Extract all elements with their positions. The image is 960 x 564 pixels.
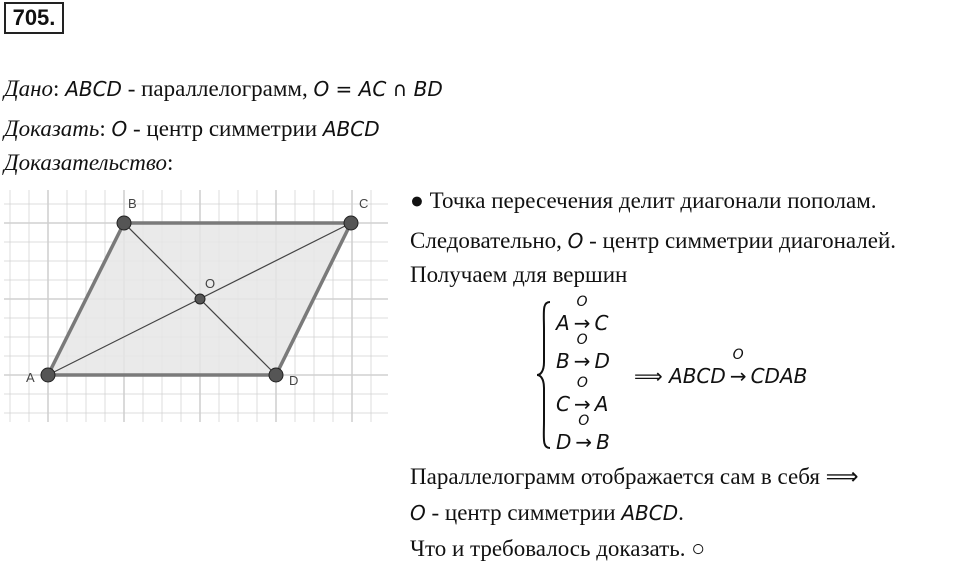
proof-line-1-text: Точка пересечения делит диагонали пополам.: [423, 188, 877, 213]
system-row-1-to: C: [594, 311, 609, 335]
prove-line: [4, 116, 380, 142]
system-row-4-arrow: → O: [575, 413, 593, 454]
proof-line-2-o: O: [567, 229, 584, 253]
given-o-eq: O = AC ∩ BD: [313, 77, 443, 101]
system-row-1-from: A: [556, 311, 570, 335]
point-c: [344, 216, 358, 230]
proof-line-2-a: Следовательно,: [410, 228, 568, 253]
label-o: O: [205, 276, 216, 291]
proof-line-4: Параллелограмм отображается сам в себя ⟹: [410, 464, 859, 489]
system-result: [634, 347, 808, 388]
problem-number: 705.: [4, 2, 64, 34]
proof-line-2: [410, 228, 896, 254]
prove-colon: :: [99, 116, 106, 141]
proof-colon: :: [167, 150, 174, 175]
system-row-3-over: O: [576, 375, 588, 391]
proof-line-5: [410, 500, 684, 526]
proof-label: Доказательство: [4, 150, 168, 175]
bullet: ●: [410, 188, 424, 213]
prove-o: O: [111, 117, 128, 141]
point-b: [117, 216, 131, 230]
given-abcd: ABCD: [65, 77, 122, 101]
given-text: - параллелограмм,: [121, 76, 314, 101]
proof-line-5-abcd: ABCD: [621, 501, 679, 525]
system-row-4-to: B: [596, 430, 610, 454]
proof-line-5-o: O: [410, 501, 426, 525]
implies-sign: ⟹: [634, 364, 663, 388]
system-row-2: [556, 332, 610, 373]
label-d: D: [289, 373, 299, 388]
system-row-1-over: O: [576, 294, 588, 310]
system-brace: [536, 300, 552, 450]
system-row-3-to: A: [594, 392, 609, 416]
parallelogram-figure: [4, 190, 388, 422]
system-row-4: [556, 413, 610, 454]
system-row-1-arrow: → O: [573, 294, 591, 335]
result-over: O: [732, 347, 744, 363]
prove-label: Доказать: [4, 116, 100, 141]
proof-line-6: Что и требовалось доказать. ○: [410, 536, 706, 561]
point-o: [195, 294, 205, 304]
label-c: C: [359, 196, 369, 211]
point-d: [269, 368, 283, 382]
result-arrow: → O: [729, 347, 747, 388]
proof-line-1: [410, 188, 877, 214]
proof-line-5-dot: .: [678, 500, 684, 525]
given-label: Дано: [4, 76, 54, 101]
proof-heading: [4, 150, 173, 176]
proof-line-2-b: - центр симметрии диагоналей.: [583, 228, 897, 253]
proof-line-3: Получаем для вершин: [410, 262, 628, 287]
given-colon: :: [53, 76, 60, 101]
system-row-3-arrow: → O: [573, 375, 591, 416]
point-a: [41, 368, 55, 382]
prove-abcd: ABCD: [322, 117, 380, 141]
result-to: CDAB: [750, 364, 808, 388]
system-row-4-from: D: [556, 430, 572, 454]
system-row-4-over: O: [578, 413, 590, 429]
system-row-2-to: D: [594, 349, 610, 373]
label-b: B: [128, 196, 137, 211]
label-a: A: [26, 370, 35, 385]
system-row-2-from: B: [556, 349, 570, 373]
given-line: [4, 76, 443, 102]
result-from: ABCD: [669, 364, 726, 388]
system-row-3-from: C: [556, 392, 570, 416]
system-row-2-arrow: → O: [573, 332, 591, 373]
prove-text: - центр симметрии: [127, 116, 323, 141]
proof-line-5-text: - центр симметрии: [425, 500, 622, 525]
system-row-2-over: O: [576, 332, 588, 348]
